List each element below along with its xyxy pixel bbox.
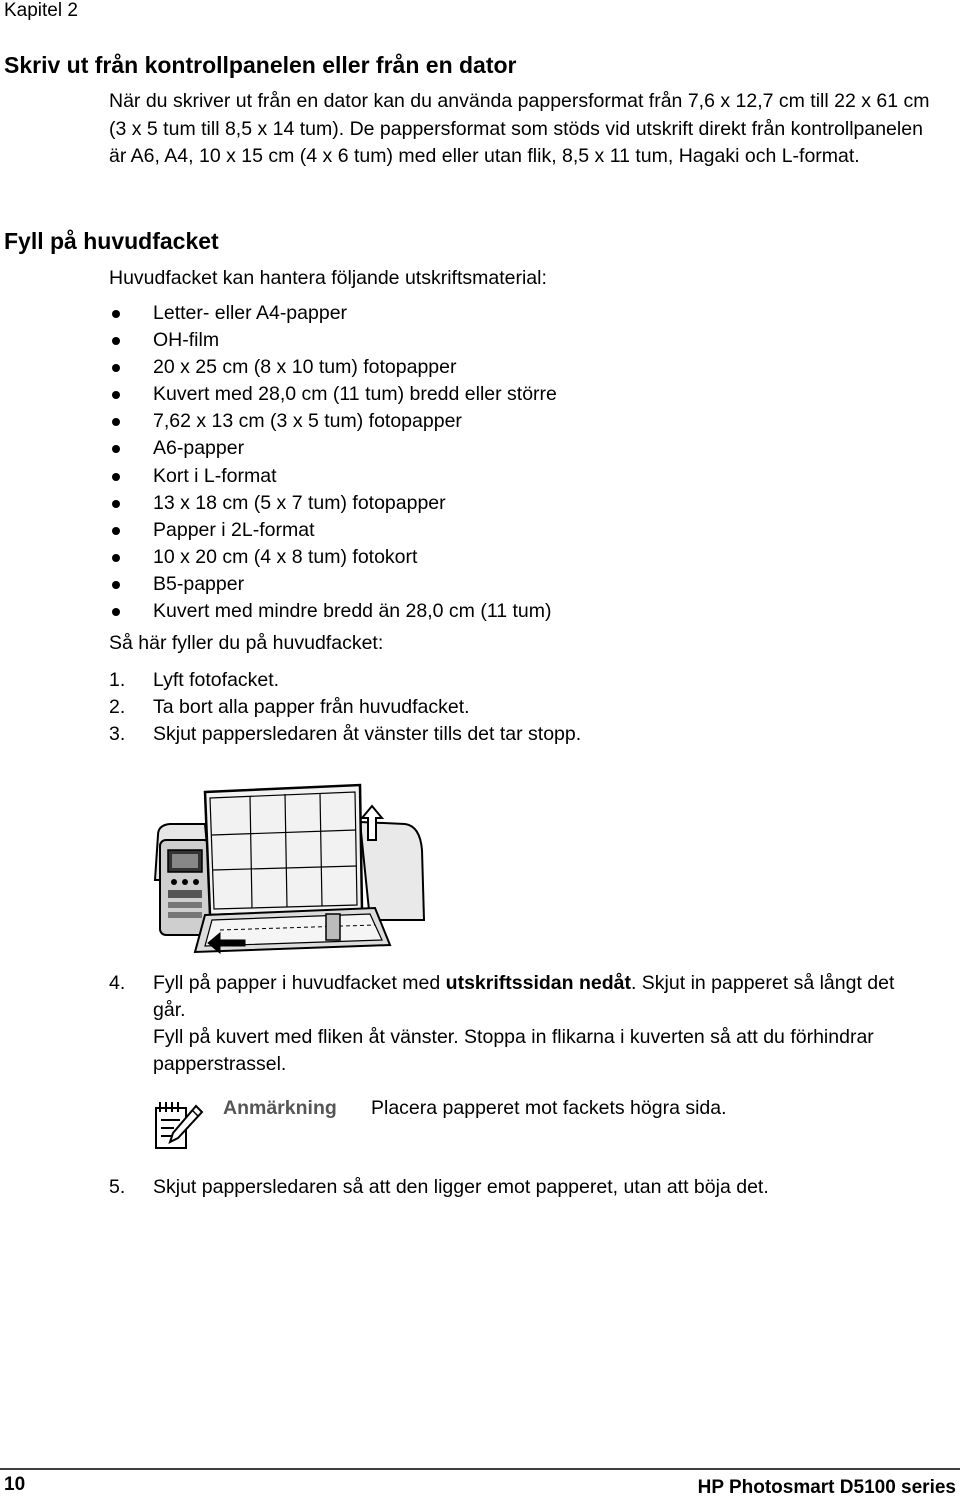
bullet-icon [112,500,120,508]
product-name: HP Photosmart D5100 series [697,1477,956,1498]
bullet-icon [112,554,120,562]
bullet-icon [112,310,120,318]
section-paragraph: När du skriver ut från en dator kan du använda pappersformat från 7,6 x 12,7 cm till 22 x 61 cm (3 x 5 tum till 8,5 x 14 tum). De pappersformat som stöds vid utskrift direkt från kontrollpanelen är A6, A4, 10 x 15 cm (4 x 6 tum) med eller utan flik, 8,5 x 11 tum, Hagaki och L-format. [109,90,930,167]
media-list [109,300,557,625]
chapter-header: Kapitel 2 [4,0,78,21]
list-item: Kort i L-format [109,463,557,490]
list-item: 20 x 25 cm (8 x 10 tum) fotopapper [109,354,557,381]
note-text: Placera papperet mot fackets högra sida. [371,1097,727,1119]
printer-illustration [150,780,428,960]
section-title-print: Skriv ut från kontrollpanelen eller från en dator [4,52,517,78]
section-title-main-tray: Fyll på huvudfacket [4,228,219,254]
bullet-icon [112,337,120,345]
step-item: 1. Lyft fotofacket. [109,669,280,691]
list-item: OH-film [109,327,557,354]
bullet-icon [112,364,120,372]
step-item-4: 4. Fyll på papper i huvudfacket med utskriftssidan nedåt. Skjut in papperet så långt det går. Fyll på kuvert med fliken åt vänster. Stoppa in flikarna i kuverten så att du förhindrar papperstrassel. [109,972,895,1075]
steps-list [109,667,581,748]
footer-divider [0,1468,960,1472]
page-number: 10 [4,1474,26,1495]
bullet-icon [112,473,120,481]
list-item: B5-papper [109,571,557,598]
list-item: 7,62 x 13 cm (3 x 5 tum) fotopapper [109,408,557,435]
list-item: Papper i 2L-format [109,517,557,544]
note-label: Anmärkning [223,1097,337,1119]
step-item: 2. Ta bort alla papper från huvudfacket. [109,696,470,719]
howto-heading: Så här fyller du på huvudfacket: [109,632,384,654]
list-item: A6-papper [109,435,557,462]
note-pencil-icon [152,1098,204,1152]
list-item: Kuvert med mindre bredd än 28,0 cm (11 tum) [109,598,557,625]
bullet-icon [112,581,120,589]
list-item: Letter- eller A4-papper [109,300,557,327]
bullet-icon [112,418,120,426]
step-item: 3. Skjut pappersledaren åt vänster tills det tar stopp. [109,723,582,746]
bullet-icon [112,527,120,535]
tray-intro: Huvudfacket kan hantera följande utskriftsmaterial: [109,267,547,289]
bullet-icon [112,391,120,399]
step-item-5: 5. Skjut pappersledaren så att den ligger emot papperet, utan att böja det. [109,1176,769,1198]
list-item: Kuvert med 28,0 cm (11 tum) bredd eller större [109,381,557,408]
list-item: 10 x 20 cm (4 x 8 tum) fotokort [109,544,557,571]
list-item: 13 x 18 cm (5 x 7 tum) fotopapper [109,490,557,517]
bullet-icon [112,608,120,616]
bullet-icon [112,445,120,453]
